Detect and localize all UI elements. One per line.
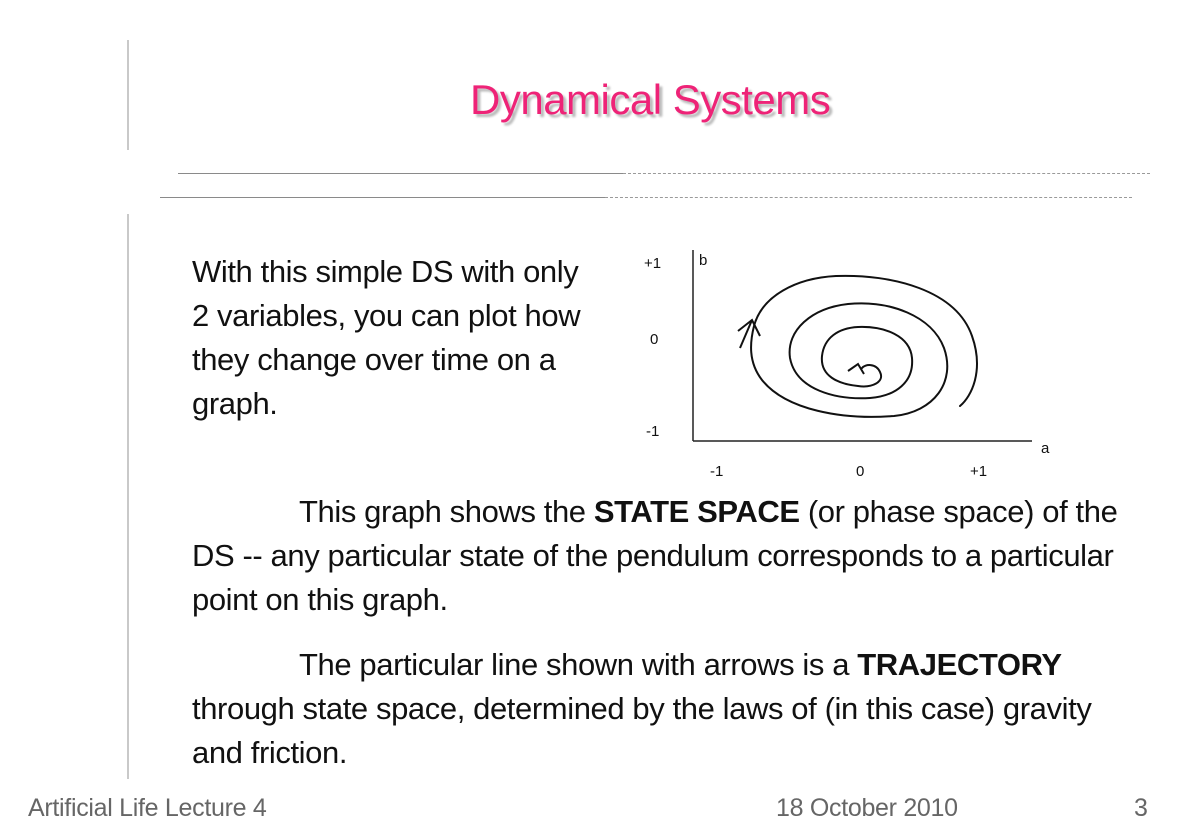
state-space-graph [600, 238, 1128, 486]
x-tick-minus-one: -1 [710, 463, 724, 480]
trajectory-term: TRAJECTORY [857, 647, 1062, 682]
state-space-term: STATE SPACE [593, 494, 800, 529]
y-axis-label: b [699, 252, 708, 269]
trajectory-text-after: through state space, determined by the laws of (in this case) gravity and friction. [192, 691, 1092, 770]
slide-title: Dynamical Systems [470, 76, 831, 123]
state-space-text-before: This graph shows the [299, 494, 594, 529]
footer-date: 18 October 2010 [776, 794, 958, 822]
x-axis-label: a [1041, 440, 1050, 457]
trajectory-spiral [751, 276, 977, 417]
y-tick-minus-one: -1 [646, 423, 660, 440]
title-rule-lower-dotted [605, 197, 1132, 198]
trajectory-arrowhead-inner [848, 364, 864, 374]
left-accent-line-top [127, 40, 129, 150]
y-tick-plus-one: +1 [644, 255, 662, 272]
title-rule-upper-dotted [623, 173, 1150, 174]
y-tick-zero: 0 [650, 331, 659, 348]
title-rule-upper [178, 173, 623, 174]
trajectory-paragraph [192, 643, 1122, 775]
intro-text: With this simple DS with only 2 variables, you can plot how they change over time on a graph. [192, 254, 581, 421]
trajectory-text-before: The particular line shown with arrows is a [299, 647, 858, 682]
title-rule-lower [160, 197, 605, 198]
x-tick-zero: 0 [856, 463, 865, 480]
x-tick-plus-one: +1 [970, 463, 988, 480]
left-accent-line-body [127, 214, 129, 779]
state-space-paragraph [192, 490, 1122, 622]
footer-page-number: 3 [1134, 794, 1148, 822]
footer-lecture-title: Artificial Life Lecture 4 [28, 794, 267, 822]
state-space-text-after: (or phase space) of the DS -- any particular state of the pendulum corresponds to a particular point on this graph. [192, 494, 1118, 617]
